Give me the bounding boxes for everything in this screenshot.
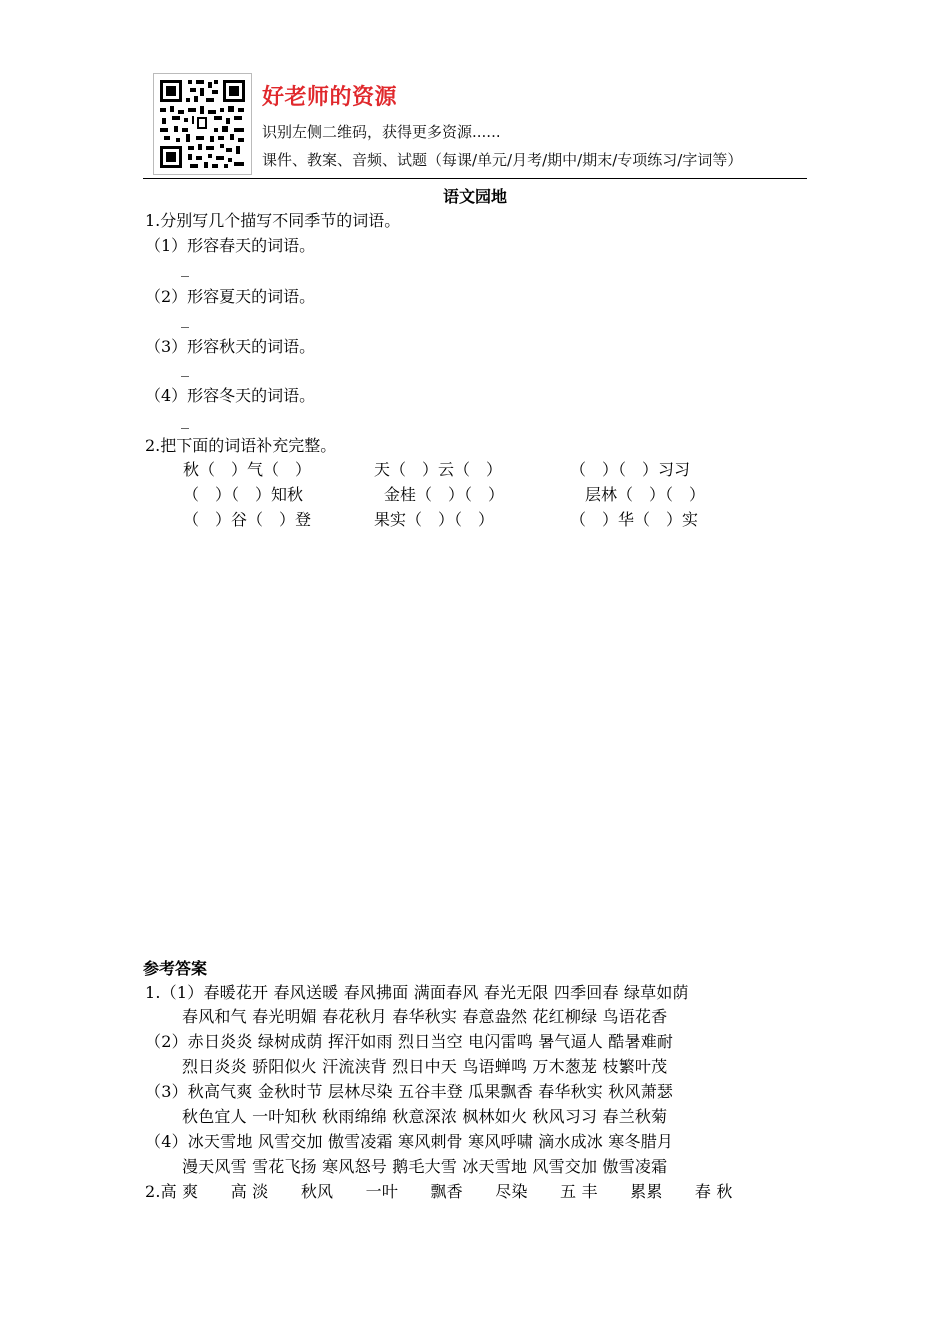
fill-item: （ ）谷（ ）登 bbox=[183, 510, 312, 529]
answers-title: 参考答案 bbox=[143, 959, 208, 978]
answer-line: 2.高 爽 高 淡 秋风 一叶 飘香 尽染 五 丰 累累 春 秋 bbox=[145, 1182, 733, 1201]
answer-line: （2）赤日炎炎 绿树成荫 挥汗如雨 烈日当空 电闪雷鸣 暑气逼人 酷暑难耐 bbox=[145, 1032, 674, 1051]
answer-blank-1: _ bbox=[181, 258, 189, 277]
brand-title: 好老师的资源 bbox=[262, 85, 398, 110]
brand-resource-list: 课件、教案、音频、试题（每课/单元/月考/期中/期末/专项练习/字词等） bbox=[262, 151, 743, 169]
answer-blank-3: _ bbox=[181, 358, 189, 377]
answer-line: 1.（1）春暖花开 春风送暖 春风拂面 满面春风 春光无限 四季回春 绿草如荫 bbox=[145, 983, 689, 1002]
brand-subtitle: 识别左侧二维码，获得更多资源...... bbox=[262, 123, 501, 141]
question-1-item-1: （1）形容春天的词语。 bbox=[145, 236, 316, 255]
fill-item: 果实（ ）（ ） bbox=[374, 510, 495, 529]
fill-item: 秋（ ）气（ ） bbox=[183, 460, 312, 479]
answer-line: 烈日炎炎 骄阳似火 汗流浃背 烈日中天 鸟语蝉鸣 万木葱茏 枝繁叶茂 bbox=[182, 1057, 668, 1076]
fill-item: 金桂（ ）（ ） bbox=[384, 485, 505, 504]
answer-line: （3）秋高气爽 金秋时节 层林尽染 五谷丰登 瓜果飘香 春华秋实 秋风萧瑟 bbox=[145, 1082, 674, 1101]
answer-line: 春风和气 春光明媚 春花秋月 春华秋实 春意盎然 花红柳绿 鸟语花香 bbox=[182, 1007, 668, 1026]
question-1-item-2: （2）形容夏天的词语。 bbox=[145, 287, 316, 306]
answer-line: （4）冰天雪地 风雪交加 傲雪凌霜 寒风刺骨 寒风呼啸 滴水成冰 寒冬腊月 bbox=[145, 1132, 674, 1151]
question-1-item-3: （3）形容秋天的词语。 bbox=[145, 337, 316, 356]
fill-item: （ ）华（ ）实 bbox=[570, 510, 699, 529]
question-1-item-4: （4）形容冬天的词语。 bbox=[145, 386, 316, 405]
answer-line: 秋色宜人 一叶知秋 秋雨绵绵 秋意深浓 枫林如火 秋风习习 春兰秋菊 bbox=[182, 1107, 668, 1126]
header-divider bbox=[143, 178, 807, 179]
question-1-prompt: 1.分别写几个描写不同季节的词语。 bbox=[145, 211, 401, 230]
fill-item: 层林（ ）（ ） bbox=[585, 485, 706, 504]
fill-item: （ ）（ ）知秋 bbox=[183, 485, 304, 504]
question-2-prompt: 2.把下面的词语补充完整。 bbox=[145, 436, 337, 455]
qr-code-icon bbox=[153, 73, 252, 175]
answer-line: 漫天风雪 雪花飞扬 寒风怒号 鹅毛大雪 冰天雪地 风雪交加 傲雪凌霜 bbox=[182, 1157, 668, 1176]
answer-blank-4: _ bbox=[181, 410, 189, 429]
qr-code-graphic bbox=[154, 74, 251, 174]
page-title: 语文园地 bbox=[442, 187, 507, 206]
fill-item: （ ）（ ）习习 bbox=[570, 460, 691, 479]
fill-item: 天（ ）云（ ） bbox=[374, 460, 503, 479]
answer-blank-2: _ bbox=[181, 309, 189, 328]
